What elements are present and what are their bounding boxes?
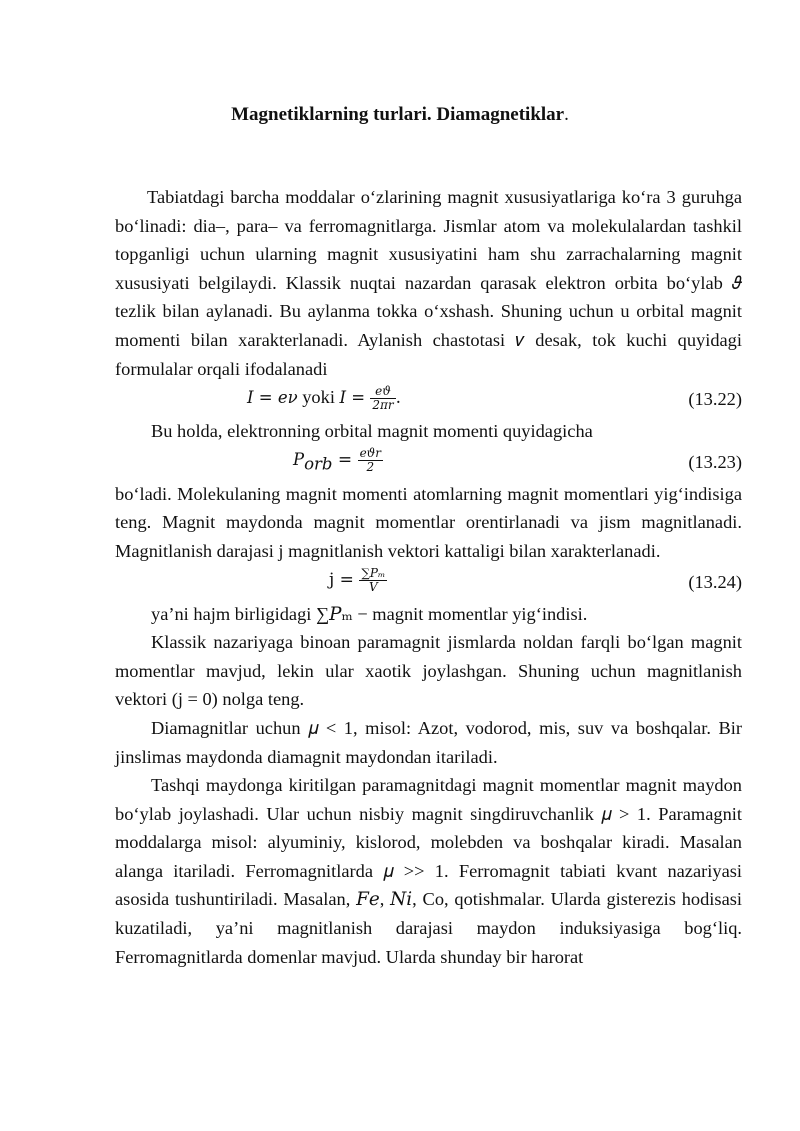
eq1-lhs2: 𝐼 = bbox=[339, 388, 371, 408]
eq2-denominator: 2 bbox=[366, 459, 375, 474]
eq1-number: (13.22) bbox=[688, 389, 742, 410]
eq3-denominator: 𝑉 bbox=[368, 579, 378, 594]
eq2-number: (13.23) bbox=[688, 451, 742, 472]
eq1-denominator: 2𝜋𝑟 bbox=[372, 398, 394, 413]
title-dot: . bbox=[564, 104, 569, 125]
paragraph-orbital: Bu holda, elektronning orbital magnit momenti quyidagicha bbox=[151, 421, 593, 442]
eq3-number: (13.24) bbox=[688, 571, 742, 592]
eq1-fraction bbox=[370, 385, 395, 412]
eq2-numerator: 𝑒𝜗𝑟 bbox=[359, 445, 381, 460]
eq3-fraction bbox=[359, 567, 387, 594]
eq2-fraction bbox=[358, 447, 383, 474]
paragraph-molecule: bo‘ladi. Molekulaning magnit momenti atomlarning magnit momentlari yig‘indisiga teng. Magnit maydonda magnit momentlar orentirlanadi va jism magnitlanadi. Magnitlanish darajasi j magnitlanish vektori kattaligi bilan xarakterlanadi. bbox=[115, 483, 742, 561]
paragraph-paramagnets: Tashqi maydonga kiritilgan paramagnitdagi magnit momentlar magnit maydon bo‘ylab joylashadi. Ular uchun nisbiy magnit singdiruvchanlik 𝜇 > 1. Paramagnit moddalarga misol: alyuminiy, kislorod, molebden va boshqalar kiradi. Masalan alanga itariladi. Ferromagnitlarda 𝜇 >> 1. Ferromagnit tabiati kvant nazariyasi asosida tushuntiriladi. Masalan, 𝐹𝑒, 𝑁𝑖, Co, qotishmalar. Ularda gisterezis hodisasi kuzatiladi, ya’ni magnitlanish darajasi maydon induksiyasiga bog‘liq. Ferromagnitlarda domenlar mavjud. Ularda shunday bir harorat bbox=[115, 775, 742, 967]
eq2-sub: 𝑜𝑟𝑏 bbox=[304, 454, 333, 474]
document-body bbox=[115, 183, 742, 971]
title-text: Magnetiklarning turlari. Diamagnetiklar bbox=[231, 104, 565, 125]
paragraph-intro: Tabiatdagi barcha moddalar o‘zlarining magnit xususiyatlariga ko‘ra 3 guruhga bo‘linadi: dia–, para– va ferromagnitlarga. Jismlar atom va molekulalardan tashkil topganligi uchun ularning magnit xususiyatini ham shu zarrachalarning magnit xususiyati belgilaydi. Klassik nuqtai nazardan qarasak elektron orbita bo‘ylab 𝜗 tezlik bilan aylanadi. Bu aylanma tokka o‘xshash. Shuning uchun u orbital magnit momenti bilan xarakterlanadi. Aylanish chastotasi 𝜈 desak, tok kuchi quyidagi formulalar orqali ifodalanadi bbox=[115, 187, 742, 379]
equation-13-22 bbox=[115, 383, 742, 417]
eq1-lhs: 𝐼 = 𝑒𝜈 bbox=[247, 388, 298, 408]
eq1-tail: . bbox=[395, 388, 402, 409]
page-title bbox=[0, 104, 800, 126]
eq3-numerator: ∑𝑃ₘ bbox=[361, 565, 386, 580]
eq2-lhs: 𝑃 bbox=[293, 449, 305, 469]
equation-13-23 bbox=[115, 446, 742, 480]
paragraph-classic: Klassik nazariyaga binoan paramagnit jismlarda noldan farqli bo‘lgan magnit momentlar mavjud, lekin ular xaotik joylashgan. Shuning uchun magnitlanish vektori (j = 0) nolga teng. bbox=[115, 632, 742, 710]
eq1-mid: yoki bbox=[297, 387, 340, 408]
eq2-eq: = bbox=[332, 449, 358, 470]
eq3-lhs: j = bbox=[329, 569, 360, 590]
paragraph-sum: ya’ni hajm birligidagi ∑𝑃ₘ − magnit momentlar yig‘indisi. bbox=[151, 603, 588, 624]
eq1-numerator: 𝑒𝜗 bbox=[370, 385, 395, 399]
equation-13-24 bbox=[115, 566, 742, 600]
paragraph-diamagnets: Diamagnitlar uchun 𝜇 < 1, misol: Azot, vodorod, mis, suv va boshqalar. Bir jinslimas maydonda diamagnit maydondan itariladi. bbox=[115, 717, 742, 767]
